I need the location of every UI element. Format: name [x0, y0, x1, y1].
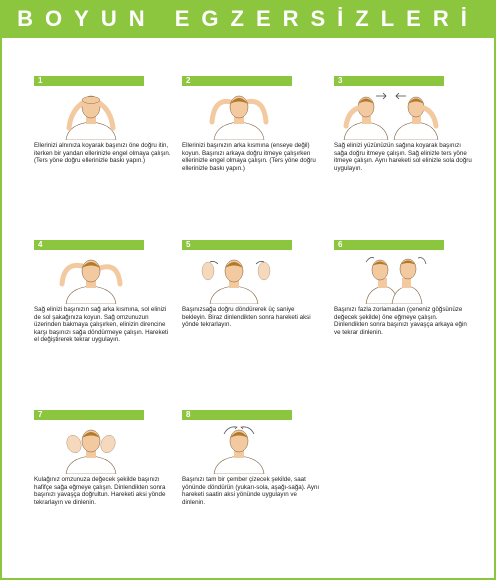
exercise-description: Başınızı fazla zorlamadan (çeneniz göğsünüze değecek şekilde) öne eğmeye çalışın. Dinlendikten sonra başınızı yavaşça arkaya eğin ve tekrar dinlenin. — [334, 306, 467, 336]
exercise-number-bar: 1 — [34, 76, 144, 86]
exercise-6-illustration — [336, 254, 446, 304]
exercise-2-illustration — [184, 90, 294, 140]
exercise-description: Sağ elinizi yüzünüzün sağına koyarak başınızı sağa doğru itmeye çalışın. Sağ elinizle ters yöne itmeye çalışın. Aynı hareketi sol elinizle sola doğru uygulayın. — [334, 142, 472, 172]
exercise-4-illustration — [36, 254, 146, 304]
exercise-8-illustration — [184, 424, 294, 474]
exercise-description: Ellerinizi alnınıza koyarak başınızı öne doğru itin, iterken bir yandan ellerinizle engel olmaya çalışın. (Ters yöne doğru ellerinizle baskı yapın.) — [34, 142, 171, 164]
exercise-description: Ellerinizi başınızın arka kısmına (enseye değil) koyun. Başınızı arkaya doğru itmeye çalışırken ellerinizle engel olmaya çalışın. (Ters yöne doğru ellerinizle baskı yapın.) — [182, 142, 316, 172]
exercise-number-bar: 2 — [182, 76, 292, 86]
exercise-description: Sağ elinizi başınızın sağ arka kısmına, sol elinizi de sol şakağınıza koyun. Sağ omzunuzun üzerinden bakmaya çalışırken, elinizin direncine karşı başınızı sağa döndürmeye çalışın. Hareketi el değiştirerek tekrar uygulayın. — [34, 306, 169, 343]
exercise-description: Kulağınız omzunuza değecek şekilde başınızı hafifçe sağa eğmeye çalışın. Dinlendikten sonra başınızı yavaşça doğrultun. Hareketi aksi yönde tekrarlayın ve dinlenin. — [34, 476, 166, 506]
exercise-5-illustration — [184, 254, 294, 304]
page-title: BOYUN EGZERSİZLERİ — [17, 6, 479, 31]
exercise-7-illustration — [36, 424, 146, 474]
exercise-description: Başınızsağa doğru döndürerek üç saniye bekleyin. Biraz dinlendikten sonra hareketi aksi yönde tekrarlayın. — [182, 306, 311, 328]
frame-border-left — [0, 38, 2, 580]
exercise-number-bar: 4 — [34, 240, 144, 250]
exercise-number-bar: 6 — [334, 240, 444, 250]
exercise-number-bar: 5 — [182, 240, 292, 250]
exercise-3-illustration — [336, 90, 446, 140]
header-banner — [0, 0, 496, 38]
exercise-description: Başınızı tam bir çember çizecek şekilde, saat yönünde döndürün (yukarı-sola, aşağı-sağa). Aynı hareketi saatin aksi yönünde uygulayın ve dinlenin. — [182, 476, 320, 506]
exercise-1-illustration — [36, 90, 146, 140]
exercise-number-bar: 3 — [334, 76, 444, 86]
exercise-number-bar: 7 — [34, 410, 144, 420]
exercise-number-bar: 8 — [182, 410, 292, 420]
